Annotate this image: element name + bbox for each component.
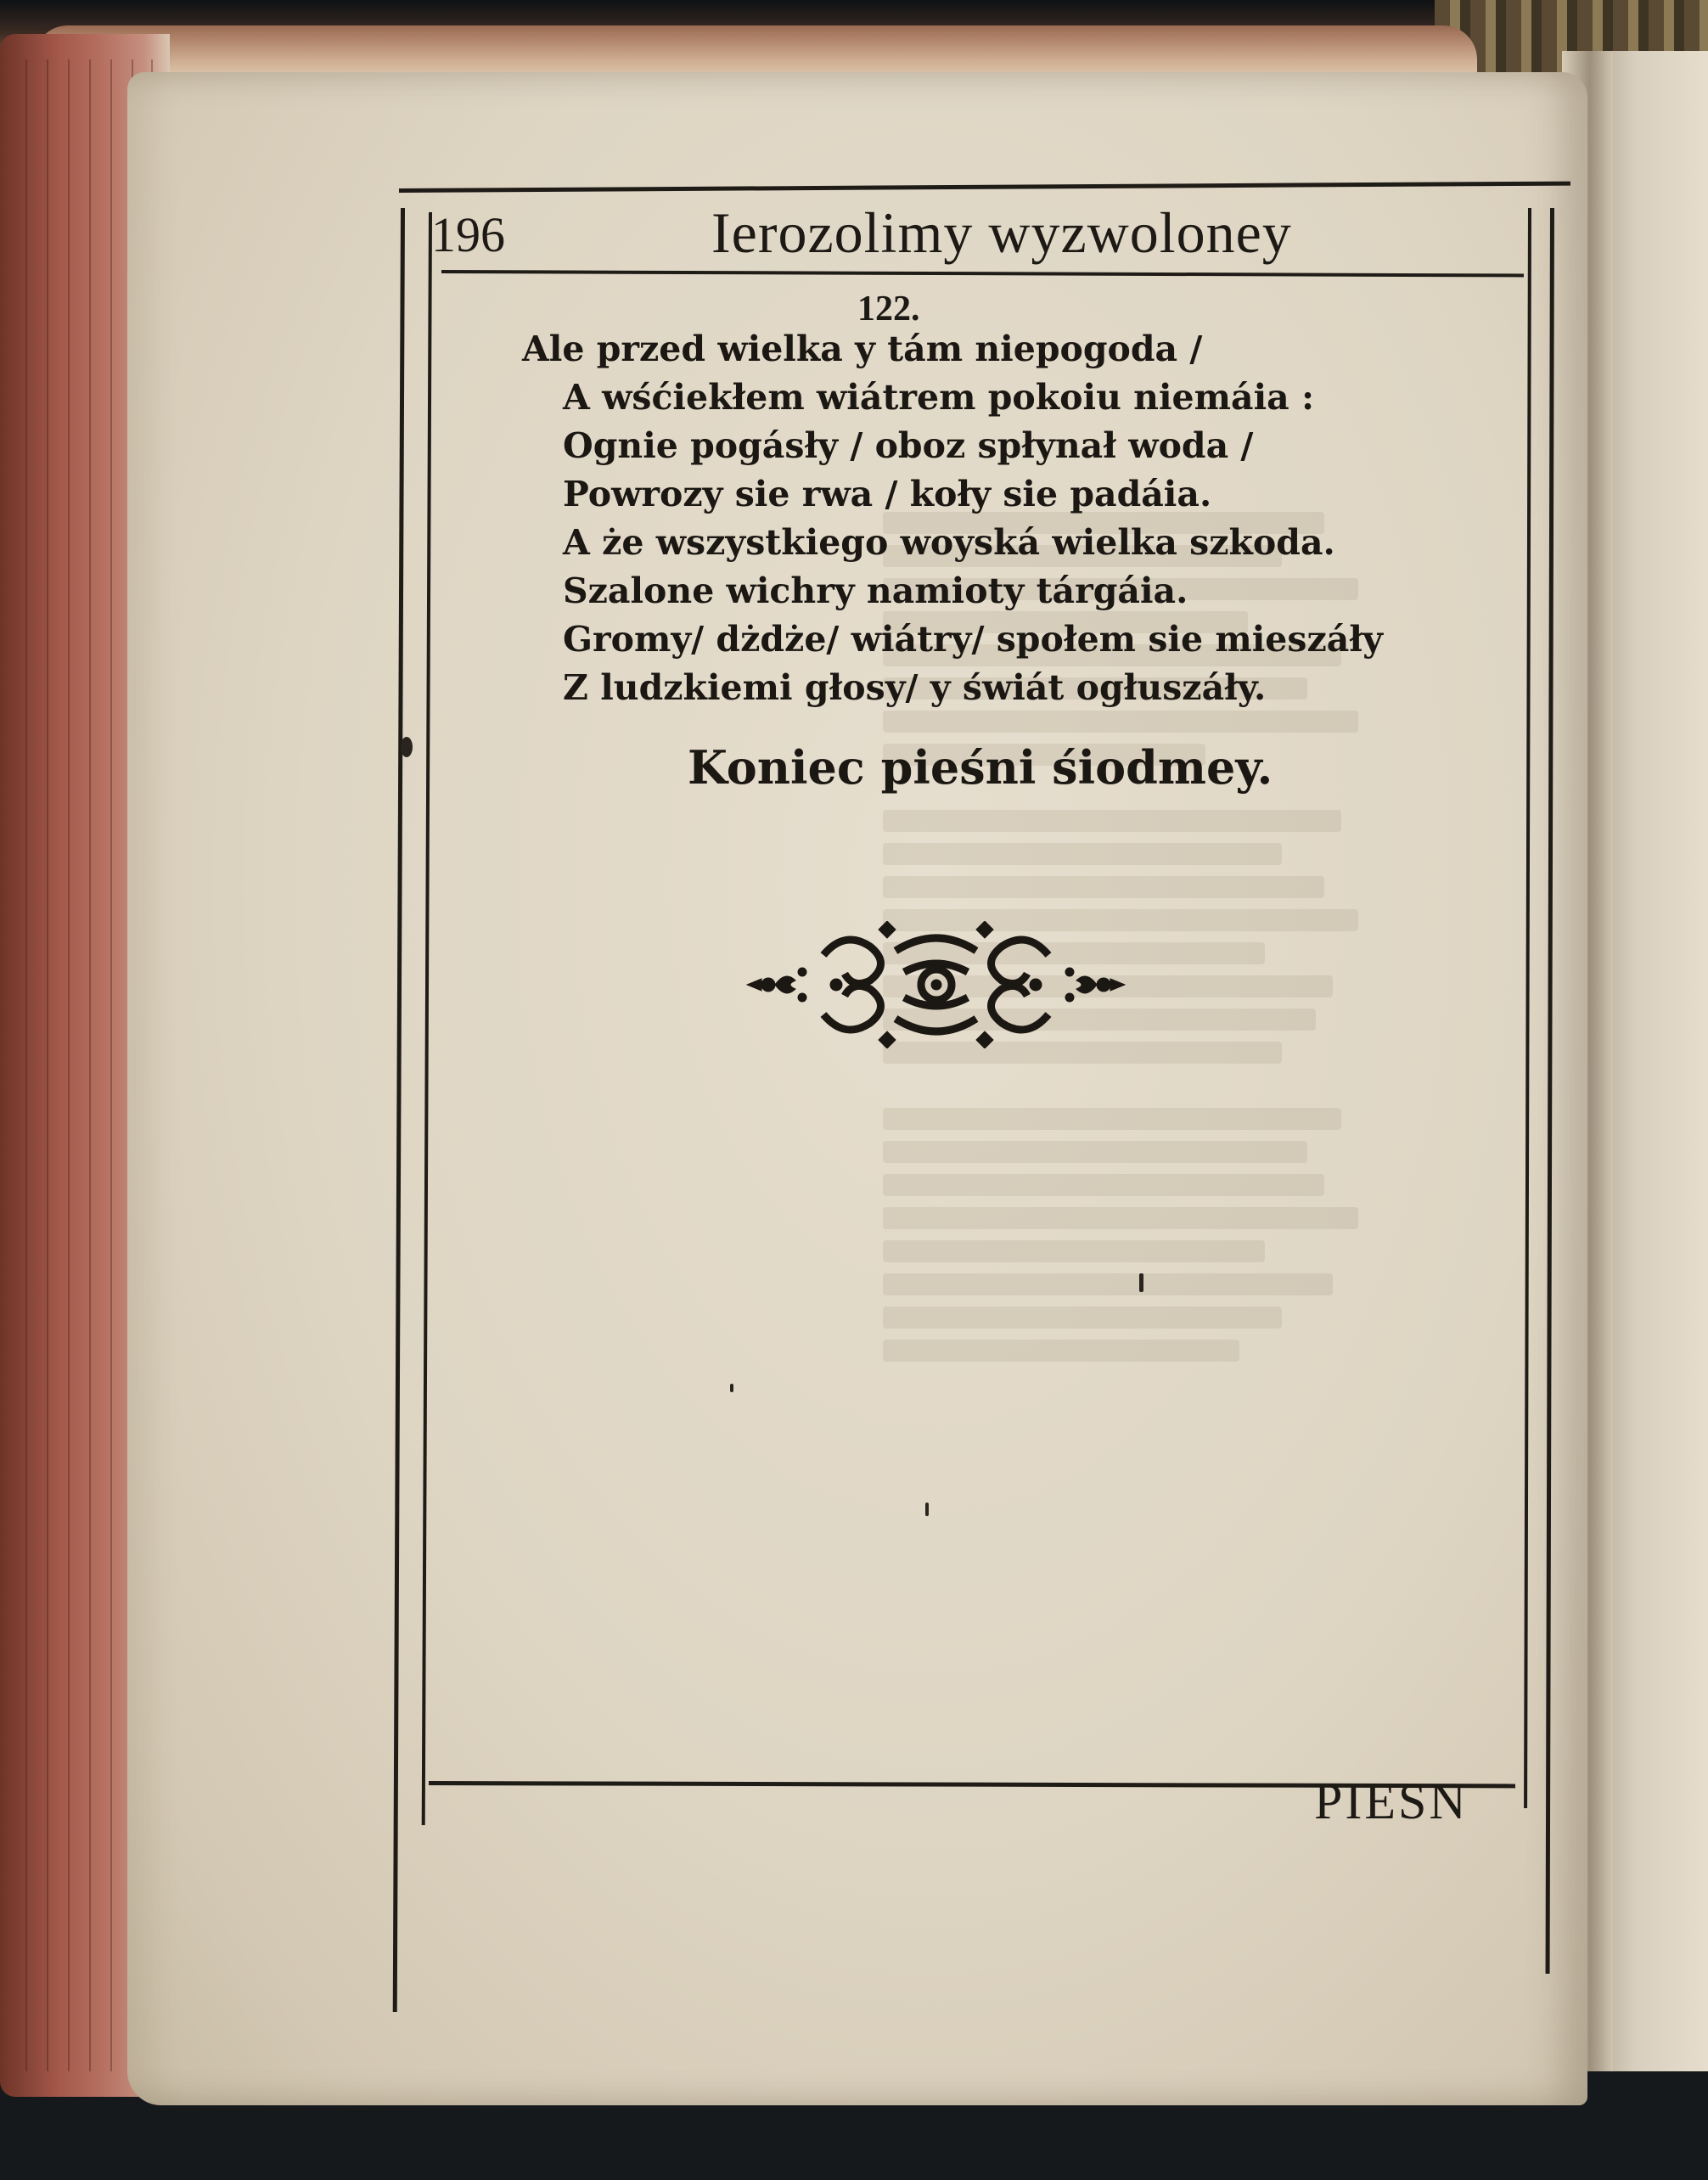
running-title: Ierozolimy wyzwoloney (711, 200, 1292, 265)
verse-line: Z ludzkiemi głosy/ y świát ogłuszáły. (563, 667, 1267, 708)
catchword: PIESN (1314, 1773, 1469, 1829)
verse-line: A wśćiekłem wiátrem pokoiu niemáia : (563, 377, 1315, 418)
printers-fleuron-icon (743, 921, 1129, 1048)
ink-speck (1139, 1273, 1143, 1292)
stanza-number: 122. (857, 289, 920, 329)
ink-speck (401, 737, 413, 757)
ink-speck (925, 1503, 929, 1516)
running-head (431, 199, 1331, 276)
verse-line: Powrozy sie rwa / koły sie padáia. (563, 474, 1212, 514)
verse-line: Ognie pogásły / oboz spłynał woda / (563, 425, 1254, 466)
stanza-verse (522, 325, 1383, 712)
verse-line: A że wszystkiego woyská wielka szkoda. (563, 522, 1335, 563)
canto-end-line: Koniec pieśni śiodmey. (688, 740, 1273, 795)
page-number: 196 (431, 207, 505, 262)
ink-speck (730, 1384, 733, 1392)
verse-line: Ale przed wielka y tám niepogoda / (522, 329, 1203, 369)
verse-line: Gromy/ dżdże/ wiátry/ społem sie mieszáły (563, 619, 1383, 660)
verse-line: Szalone wichry namioty tárgáia. (563, 570, 1188, 611)
